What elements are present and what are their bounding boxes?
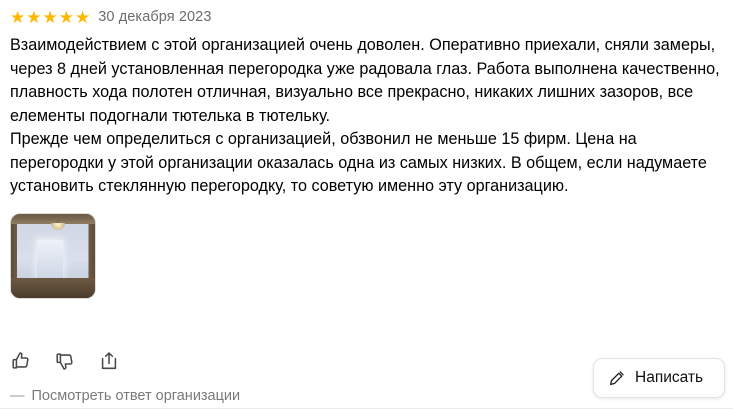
dislike-icon[interactable] [54, 350, 76, 372]
pencil-icon [608, 369, 626, 387]
like-icon[interactable] [10, 350, 32, 372]
star-icon-2: ★ [26, 7, 42, 27]
review-header [10, 6, 723, 28]
review-photo-thumbnail[interactable] [10, 213, 96, 299]
review-paragraph-1: Взаимодействием с этой организацией очень доволен. Оперативно приехали, сняли замеры, через 8 дней установленная перегородка уже радовала глаз. Работа выполнена качественно, плавность хода полотен отличная, визуально все прекрасно, никаких лишних зазоров, все елементы подогнали тютелька в тютельку. [10, 36, 720, 125]
floor-area [11, 278, 95, 298]
write-review-label: Написать [635, 369, 704, 386]
review-date: 30 декабря 2023 [98, 8, 212, 25]
org-answer-toggle[interactable] [10, 388, 240, 404]
org-answer-dash: — [10, 388, 25, 404]
star-icon-3: ★ [42, 7, 58, 27]
review-text [10, 34, 722, 199]
review-actions [10, 350, 120, 372]
share-icon[interactable] [98, 350, 120, 372]
review-paragraph-2: Прежде чем определиться с организацией, обзвонил не меньше 15 фирм. Цена на перегородки у этой организации оказалась одна из самых низких. В общем, если надумаете установить стеклянную перегородку, то советую именно эту организацию. [10, 130, 707, 195]
write-review-button[interactable] [593, 358, 725, 398]
star-icon-1: ★ [10, 7, 26, 27]
org-answer-label: Посмотреть ответ организации [31, 388, 241, 404]
rating-stars [10, 9, 90, 26]
review-photo-strip [10, 213, 723, 299]
star-icon-4: ★ [58, 7, 74, 27]
star-icon-5: ★ [75, 7, 91, 27]
